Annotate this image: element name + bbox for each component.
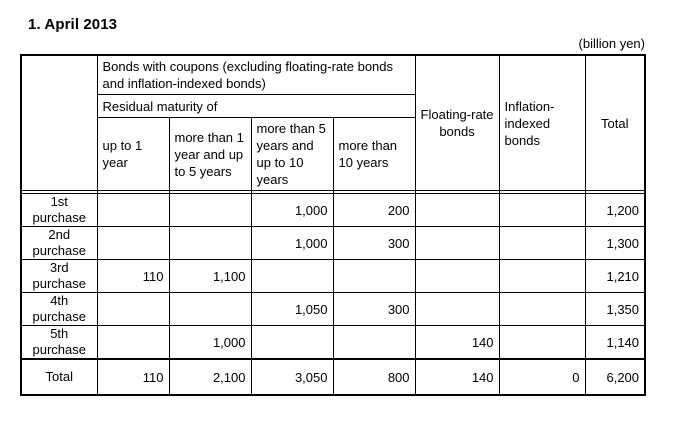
table-row bbox=[21, 293, 645, 326]
coupon-bonds-header: Bonds with coupons (excluding floating-rate bonds and inflation-indexed bonds) bbox=[97, 55, 415, 95]
table-cell: 1,050 bbox=[251, 293, 333, 326]
total-cell: 800 bbox=[333, 359, 415, 395]
total-cell: 2,100 bbox=[169, 359, 251, 395]
band-up-to-1-year: up to 1 year bbox=[97, 118, 169, 191]
table-cell: 1,000 bbox=[169, 326, 251, 360]
table-cell bbox=[97, 194, 169, 227]
table-row bbox=[21, 260, 645, 293]
table-cell bbox=[415, 194, 499, 227]
table-cell bbox=[499, 194, 585, 227]
table-cell bbox=[97, 326, 169, 360]
purchase-label: 1st purchase bbox=[21, 194, 97, 227]
table-cell: 1,350 bbox=[585, 293, 645, 326]
table-cell: 140 bbox=[415, 326, 499, 360]
table-cell bbox=[499, 260, 585, 293]
total-cell: 3,050 bbox=[251, 359, 333, 395]
band-5-to-10-years: more than 5 years and up to 10 years bbox=[251, 118, 333, 191]
table-cell: 1,200 bbox=[585, 194, 645, 227]
total-header: Total bbox=[585, 55, 645, 191]
table-row bbox=[21, 194, 645, 227]
inflation-indexed-header: Inflation-indexed bonds bbox=[499, 55, 585, 191]
corner-cell bbox=[21, 55, 97, 191]
residual-maturity-header: Residual maturity of bbox=[97, 95, 415, 118]
table-cell bbox=[333, 326, 415, 360]
total-label: Total bbox=[21, 359, 97, 395]
table-cell: 110 bbox=[97, 260, 169, 293]
section-heading: 1. April 2013 bbox=[28, 16, 118, 33]
table-cell bbox=[251, 260, 333, 293]
table-cell: 300 bbox=[333, 227, 415, 260]
total-cell: 0 bbox=[499, 359, 585, 395]
table-cell bbox=[169, 227, 251, 260]
table-cell: 1,210 bbox=[585, 260, 645, 293]
purchase-label: 3rd purchase bbox=[21, 260, 97, 293]
table-cell bbox=[97, 227, 169, 260]
table-cell bbox=[169, 293, 251, 326]
total-row bbox=[21, 359, 645, 395]
unit-label: (billion yen) bbox=[578, 36, 645, 51]
table-cell bbox=[333, 260, 415, 293]
floating-rate-header: Floating-rate bonds bbox=[415, 55, 499, 191]
table-cell: 1,100 bbox=[169, 260, 251, 293]
total-cell: 140 bbox=[415, 359, 499, 395]
table-cell bbox=[499, 227, 585, 260]
table-row bbox=[21, 227, 645, 260]
table-cell bbox=[415, 227, 499, 260]
table-cell bbox=[415, 260, 499, 293]
table-cell: 1,000 bbox=[251, 194, 333, 227]
table-cell: 1,000 bbox=[251, 227, 333, 260]
total-cell: 110 bbox=[97, 359, 169, 395]
table-row bbox=[21, 326, 645, 360]
table-cell bbox=[499, 326, 585, 360]
band-1-to-5-years: more than 1 year and up to 5 years bbox=[169, 118, 251, 191]
table-cell: 1,300 bbox=[585, 227, 645, 260]
purchase-label: 2nd purchase bbox=[21, 227, 97, 260]
table-cell bbox=[97, 293, 169, 326]
table-cell: 1,140 bbox=[585, 326, 645, 360]
table-cell bbox=[415, 293, 499, 326]
table-cell: 300 bbox=[333, 293, 415, 326]
table-cell: 200 bbox=[333, 194, 415, 227]
table-cell bbox=[251, 326, 333, 360]
purchase-label: 4th purchase bbox=[21, 293, 97, 326]
table-cell bbox=[499, 293, 585, 326]
total-cell: 6,200 bbox=[585, 359, 645, 395]
purchase-label: 5th purchase bbox=[21, 326, 97, 360]
bond-purchase-table bbox=[20, 54, 646, 396]
band-over-10-years: more than 10 years bbox=[333, 118, 415, 191]
table-cell bbox=[169, 194, 251, 227]
header-row-group bbox=[21, 55, 645, 95]
